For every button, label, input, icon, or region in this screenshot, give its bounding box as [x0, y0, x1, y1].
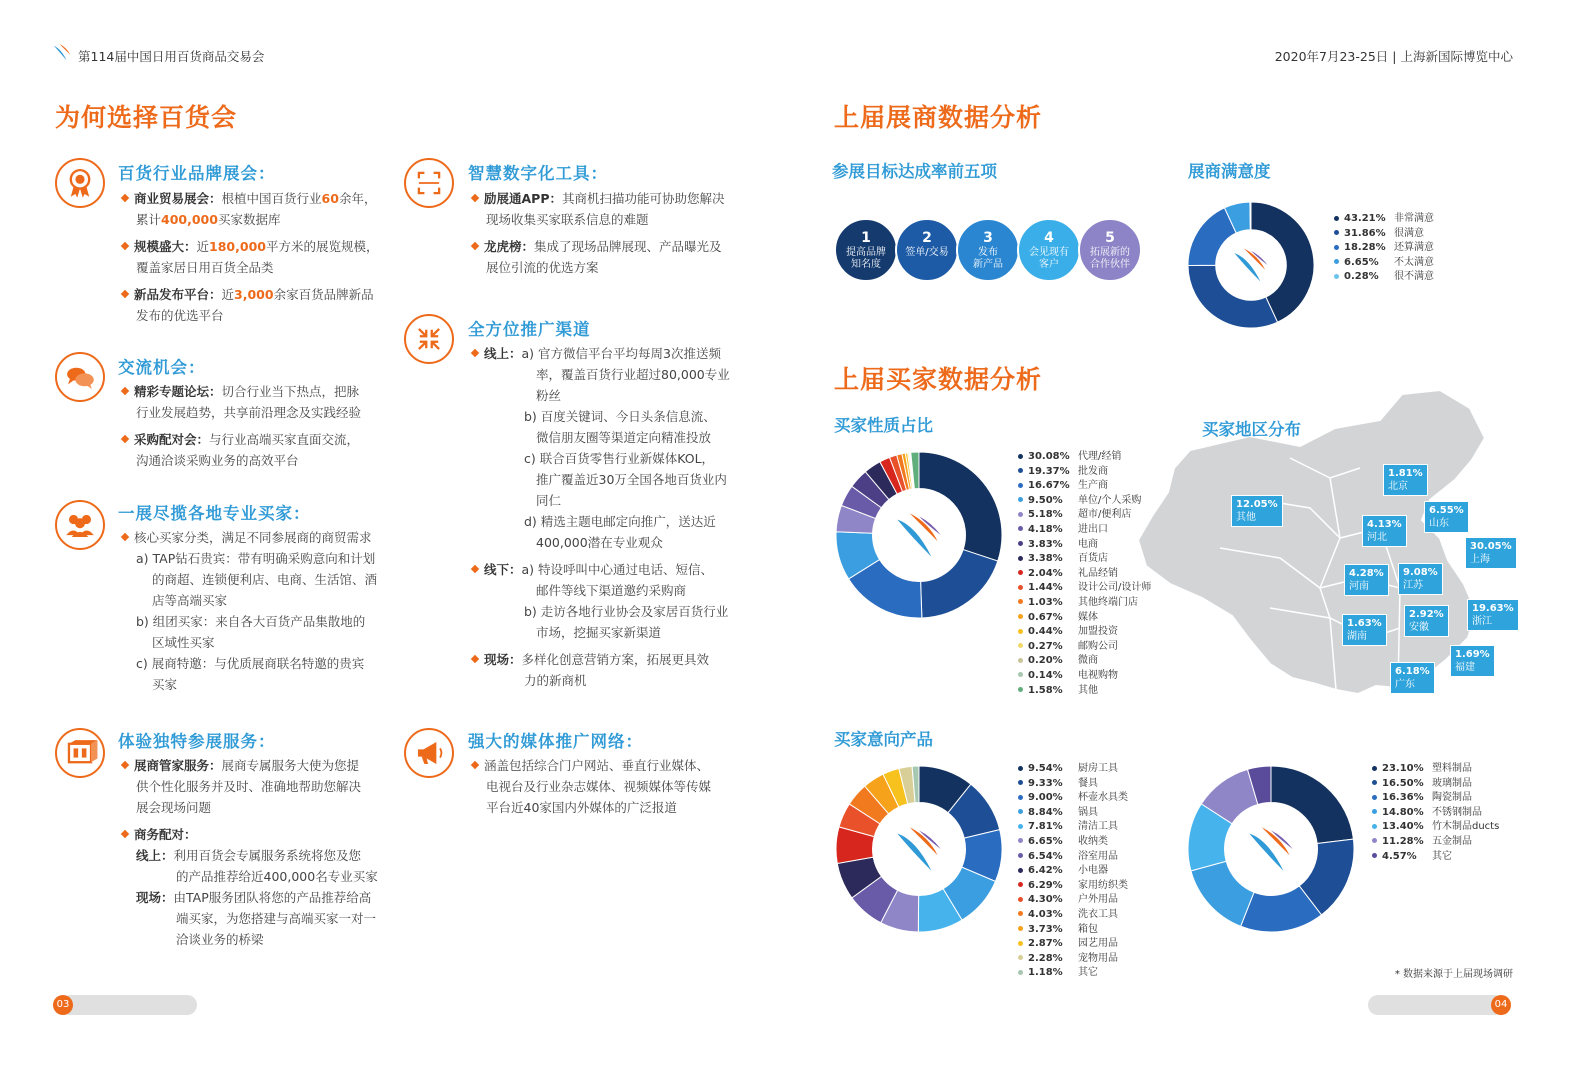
legend-entry: [1018, 835, 1128, 850]
region-percent: 19.63%: [1472, 603, 1514, 614]
footer-bar-right: [1368, 995, 1504, 1015]
legend-label: 清洁工具: [1078, 821, 1118, 833]
goals-title: 参展目标达成率前五项: [832, 162, 997, 181]
legend-label: 礼品经销: [1078, 567, 1118, 579]
legend-dot: [1372, 780, 1377, 785]
legend-dot: [1334, 230, 1339, 235]
goal-number: 3: [983, 230, 993, 246]
legend-entry: [1018, 864, 1128, 879]
chat-bubbles-icon: [55, 352, 105, 402]
legend-dot: [1018, 687, 1023, 692]
legend-entry: [1018, 850, 1128, 865]
legend-label: 浴室用品: [1078, 850, 1118, 862]
legend-dot: [1372, 795, 1377, 800]
region-tag: [1344, 564, 1389, 596]
legend-label: 家用纺织类: [1078, 879, 1128, 891]
section-title-buyers: 一展尽揽各地专业买家：: [118, 504, 311, 523]
donut-center: [873, 803, 966, 896]
region-tag: [1390, 662, 1435, 694]
product-material-donut-chart: [1186, 764, 1356, 934]
legend-value: 23.10%: [1382, 763, 1424, 774]
buyer-data-title: 上届买家数据分析: [834, 365, 1043, 394]
legend-value: 0.28%: [1344, 271, 1379, 283]
legend-label: 媒体: [1078, 611, 1098, 623]
legend-value: 31.86%: [1344, 227, 1386, 239]
legend-label: 很不满意: [1394, 271, 1434, 283]
goal-label: 签单/交易: [905, 247, 949, 258]
section-title-brand-fair: 百货行业品牌展会：: [118, 164, 276, 183]
legend-dot: [1018, 599, 1023, 604]
legend-dot: [1018, 795, 1023, 800]
legend-entry: [1018, 879, 1128, 894]
region-name: 安徽: [1409, 622, 1429, 633]
legend-label: 玻璃制品: [1432, 777, 1472, 789]
legend-label: 其他终端门店: [1078, 596, 1138, 608]
buyer-nature-donut-chart: [834, 450, 1004, 620]
legend-dot: [1018, 483, 1023, 488]
legend-label: 非常满意: [1394, 213, 1434, 224]
legend-label: 其它: [1432, 850, 1452, 862]
legend-dot: [1018, 658, 1023, 663]
legend-value: 7.81%: [1028, 821, 1063, 833]
legend-value: 1.58%: [1028, 684, 1063, 696]
buyer-intent-title: 买家意向产品: [834, 730, 933, 749]
legend-dot: [1018, 454, 1023, 459]
region-tag: [1383, 464, 1428, 496]
arrows-converge-icon: [404, 314, 454, 364]
legend-value: 6.65%: [1344, 256, 1379, 268]
header-title: 第114届中国日用百货商品交易会: [78, 49, 265, 64]
legend-entry: [1334, 227, 1434, 242]
legend-value: 16.36%: [1382, 792, 1424, 804]
region-name: 江苏: [1403, 580, 1423, 591]
legend-value: 3.73%: [1028, 923, 1063, 935]
goal-label: 会见现有: [1029, 247, 1069, 258]
header-date-venue: 2020年7月23-25日 | 上海新国际博览中心: [1274, 49, 1513, 64]
goal-number: 4: [1044, 230, 1054, 246]
goal-number: 5: [1105, 230, 1115, 246]
legend-dot: [1018, 955, 1023, 960]
legend-dot: [1018, 941, 1023, 946]
region-name: 其他: [1236, 512, 1256, 523]
legend-entry: [1018, 923, 1128, 938]
legend-entry: [1372, 791, 1499, 806]
legend-dot: [1018, 853, 1023, 858]
legend-label: 箱包: [1078, 923, 1098, 935]
legend-value: 43.21%: [1344, 213, 1386, 224]
legend-dot: [1018, 629, 1023, 634]
goal-label: 拓展新的: [1090, 247, 1130, 258]
legend-entry: [1018, 820, 1128, 835]
section-promotion-body: 线上：a) 官方微信平台平均每周3次推送频 率，覆盖百货行业超过80,000专业 粉丝 b) 百度关键词、今日头条信息流、 微信朋友圈等渠道定向精准投放 c) 联合百货零售行业新媒体KOL， 推广覆盖近30万全国各地百货业内 同仁 d) 精选主题电邮定向推广，送达近 400,000潜在专业观众 线下：a) 特设呼叫中心通过电话、短信、 邮件等线下渠道邀约采购商 b) 走访各地行业协会及家居百货行业 市场，挖掘买家新渠道 现场：多样化创意营销方案，拓展更具效 力的新商机: [470, 343, 750, 691]
region-tag: [1362, 515, 1407, 547]
region-tag: [1467, 599, 1519, 631]
legend-entry: [1372, 777, 1499, 792]
region-name: 山东: [1429, 518, 1449, 529]
goal-label: 新产品: [973, 258, 1003, 270]
region-tag: [1424, 501, 1469, 533]
legend-entry: [1018, 908, 1128, 923]
legend-label: 杯壶水具类: [1078, 792, 1128, 804]
legend-value: 1.44%: [1028, 582, 1063, 594]
legend-entry: [1372, 835, 1499, 850]
legend-value: 4.30%: [1028, 894, 1063, 906]
goal-number: 1: [861, 230, 871, 246]
region-percent: 2.92%: [1409, 609, 1444, 620]
legend-value: 14.80%: [1382, 806, 1424, 818]
legend-entry: [1334, 212, 1434, 227]
legend-entry: [1018, 966, 1128, 981]
legend-dot: [1018, 882, 1023, 887]
goal-label: 提高品牌: [846, 247, 886, 258]
legend-value: 16.67%: [1028, 480, 1070, 492]
legend-dot: [1018, 672, 1023, 677]
legend-label: 厨房工具: [1078, 763, 1118, 774]
legend-label: 批发商: [1078, 465, 1108, 477]
legend-value: 1.03%: [1028, 596, 1063, 608]
section-title-services: 体验独特参展服务：: [118, 732, 276, 751]
goals-row: [834, 218, 1154, 288]
legend-label: 收纳类: [1078, 835, 1108, 847]
legend-dot: [1018, 585, 1023, 590]
legend-label: 生产商: [1078, 480, 1108, 492]
legend-dot: [1018, 897, 1023, 902]
legend-entry: [1372, 850, 1499, 865]
legend-value: 13.40%: [1382, 821, 1424, 833]
legend-entry: [1372, 806, 1499, 821]
legend-value: 11.28%: [1382, 835, 1424, 847]
legend-label: 邮购公司: [1078, 640, 1118, 652]
legend-value: 6.29%: [1028, 879, 1063, 891]
legend-value: 19.37%: [1028, 465, 1070, 477]
fair-logo-icon: [52, 42, 74, 64]
section-media-body: 涵盖包括综合门户网站、垂直行业媒体、 电视台及行业杂志媒体、视频媒体等传媒 平台近40家国内外媒体的广泛报道: [470, 755, 750, 818]
legend-dot: [1372, 824, 1377, 829]
goal-circle: [834, 218, 898, 282]
legend-dot: [1018, 541, 1023, 546]
region-name: 上海: [1470, 554, 1490, 565]
legend-label: 洗衣工具: [1078, 908, 1118, 920]
legend-value: 2.28%: [1028, 952, 1063, 964]
legend-dot: [1372, 838, 1377, 843]
legend-value: 6.65%: [1028, 835, 1063, 847]
legend-label: 设计公司/设计师: [1078, 582, 1152, 594]
legend-entry: [1334, 270, 1434, 285]
legend-dot: [1018, 526, 1023, 531]
region-name: 广东: [1395, 679, 1415, 690]
product-material-legend: [1372, 762, 1499, 864]
legend-value: 3.38%: [1028, 553, 1063, 565]
section-buyers-body: 核心买家分类，满足不同参展商的商贸需求 a) TAP钻石贵宾：带有明确采购意向和计划 的商超、连锁便利店、电商、生活馆、酒 店等高端买家 b) 组团买家：来自各大百货产品集散地的 区域性买家 c) 展商特邀：与优质展商联名特邀的贵宾 买家: [120, 527, 390, 695]
legend-label: 微商: [1078, 655, 1098, 667]
goal-label: 客户: [1039, 258, 1059, 270]
legend-value: 8.84%: [1028, 806, 1063, 818]
legend-dot: [1018, 838, 1023, 843]
region-tag: [1465, 537, 1517, 569]
legend-label: 不太满意: [1394, 256, 1434, 268]
megaphone-icon: [404, 728, 454, 778]
section-title-promotion: 全方位推广渠道: [468, 320, 591, 339]
donut-center: [1216, 230, 1287, 301]
region-percent: 1.81%: [1388, 468, 1423, 479]
section-title-exchange: 交流机会：: [118, 358, 206, 377]
region-name: 北京: [1388, 481, 1408, 492]
medal-icon: [55, 158, 105, 208]
legend-label: 电商: [1078, 538, 1098, 550]
section-title-media: 强大的媒体推广网络：: [468, 732, 643, 751]
buyer-nature-title: 买家性质占比: [834, 416, 933, 435]
goal-number: 2: [922, 230, 932, 246]
donut-slice: [1250, 202, 1251, 230]
legend-value: 0.20%: [1028, 655, 1063, 667]
legend-value: 2.87%: [1028, 938, 1063, 950]
legend-dot: [1018, 570, 1023, 575]
region-percent: 6.18%: [1395, 666, 1430, 677]
legend-label: 宠物用品: [1078, 952, 1118, 964]
legend-dot: [1372, 809, 1377, 814]
legend-value: 16.50%: [1382, 777, 1424, 789]
group-people-icon: [55, 500, 105, 550]
legend-dot: [1018, 868, 1023, 873]
legend-dot: [1018, 970, 1023, 975]
legend-label: 单位/个人采购: [1078, 494, 1142, 506]
legend-value: 6.54%: [1028, 850, 1063, 862]
section-exchange-body: 精彩专题论坛：切合行业当下热点，把脉 行业发展趋势，共享前沿理念及实践经验 采购配对会：与行业高端买家直面交流， 沟通洽谈采购业务的高效平台: [120, 381, 390, 471]
legend-label: 竹木制品ducts: [1432, 821, 1500, 833]
goal-circle: [956, 218, 1020, 282]
legend-entry: [1372, 820, 1499, 835]
legend-label: 其他: [1078, 684, 1098, 696]
legend-label: 塑料制品: [1432, 763, 1472, 774]
legend-value: 4.03%: [1028, 908, 1063, 920]
scan-frame-icon: [404, 158, 454, 208]
left-page-title: 为何选择百货会: [55, 103, 238, 132]
legend-entry: [1018, 937, 1128, 952]
region-name: 河南: [1349, 581, 1369, 592]
goal-label: 合作伙伴: [1090, 258, 1130, 270]
legend-value: 0.14%: [1028, 669, 1063, 681]
region-tag: [1231, 495, 1283, 527]
legend-label: 还算满意: [1394, 242, 1434, 254]
satisfaction-title: 展商满意度: [1188, 162, 1271, 181]
legend-dot: [1018, 780, 1023, 785]
legend-entry: [1018, 762, 1128, 777]
goal-circle: [895, 218, 959, 282]
legend-dot: [1334, 274, 1339, 279]
buyer-intent-legend: [1018, 762, 1128, 981]
legend-value: 5.18%: [1028, 509, 1063, 521]
legend-label: 加盟投资: [1078, 626, 1118, 638]
donut-center: [873, 489, 966, 582]
legend-value: 9.00%: [1028, 792, 1063, 804]
section-brand-fair-body: 商业贸易展会：根植中国百货行业60余年， 累计400,000买家数据库 规模盛大：近180,000平方米的展览规模， 覆盖家居日用百货全品类 新品发布平台：近3,000余家百货品牌新品 发布的优选平台: [120, 188, 390, 326]
legend-dot: [1018, 512, 1023, 517]
legend-value: 1.18%: [1028, 967, 1063, 979]
legend-label: 小电器: [1078, 865, 1108, 877]
legend-dot: [1018, 614, 1023, 619]
goal-label: 知名度: [851, 258, 881, 270]
legend-entry: [1018, 893, 1128, 908]
legend-value: 0.27%: [1028, 640, 1063, 652]
legend-value: 0.44%: [1028, 626, 1063, 638]
legend-value: 0.67%: [1028, 611, 1063, 623]
legend-label: 锅具: [1078, 806, 1098, 818]
legend-value: 9.54%: [1028, 763, 1063, 774]
section-digital-body: 励展通APP：其商机扫描功能可协助您解决 现场收集买家联系信息的难题 龙虎榜：集成了现场品牌展现、产品曝光及 展位引流的优选方案: [470, 188, 750, 278]
legend-label: 代理/经销: [1078, 451, 1122, 462]
legend-value: 30.08%: [1028, 451, 1070, 462]
legend-value: 18.28%: [1344, 242, 1386, 254]
region-percent: 4.28%: [1349, 568, 1384, 579]
legend-dot: [1018, 809, 1023, 814]
region-tag: [1398, 563, 1443, 595]
legend-entry: [1018, 952, 1128, 967]
region-percent: 30.05%: [1470, 541, 1512, 552]
legend-dot: [1334, 216, 1339, 221]
satisfaction-donut-chart: [1186, 200, 1316, 330]
legend-label: 百货店: [1078, 553, 1108, 565]
legend-dot: [1018, 766, 1023, 771]
legend-label: 户外用品: [1078, 894, 1118, 906]
footer-bar-left: [60, 995, 197, 1015]
legend-entry: [1018, 791, 1128, 806]
region-name: 河北: [1367, 532, 1387, 543]
legend-dot: [1018, 556, 1023, 561]
legend-label: 电视购物: [1078, 669, 1118, 681]
region-name: 湖南: [1347, 631, 1367, 642]
page-number-right: 04: [1491, 995, 1511, 1015]
legend-value: 4.18%: [1028, 523, 1063, 535]
legend-dot: [1372, 853, 1377, 858]
region-name: 浙江: [1472, 616, 1492, 627]
goal-label: 发布: [978, 247, 998, 258]
region-percent: 6.55%: [1429, 505, 1464, 516]
legend-label: 五金制品: [1432, 835, 1472, 847]
region-tag: [1450, 645, 1495, 677]
page-number-left: 03: [53, 995, 73, 1015]
buyer-region-title: 买家地区分布: [1202, 420, 1301, 439]
legend-label: 超市/便利店: [1078, 509, 1132, 521]
legend-entry: [1018, 806, 1128, 821]
section-title-digital: 智慧数字化工具：: [468, 164, 608, 183]
legend-value: 3.83%: [1028, 538, 1063, 550]
region-tag: [1404, 605, 1449, 637]
legend-label: 餐具: [1078, 777, 1098, 789]
legend-dot: [1334, 259, 1339, 264]
satisfaction-legend: [1334, 212, 1434, 285]
legend-value: 6.42%: [1028, 865, 1063, 877]
legend-dot: [1018, 911, 1023, 916]
legend-label: 不锈钢制品: [1432, 806, 1482, 818]
region-percent: 9.08%: [1403, 567, 1438, 578]
data-source-note: * 数据来源于上届现场调研: [1394, 969, 1513, 980]
region-percent: 1.69%: [1455, 649, 1490, 660]
section-services-body: 展商管家服务：展商专属服务大使为您提 供个性化服务并及时、准确地帮助您解决 展会现场问题 商务配对： 线上：利用百货会专属服务系统将您及您 的产品推荐给近400,000名专业买家 现场：由TAP服务团队将您的产品推荐给高 端买家，为您搭建与高端买家一对一 洽谈业务的桥梁: [120, 755, 395, 950]
goal-circle: [1017, 218, 1081, 282]
exhibitor-data-title: 上届展商数据分析: [834, 103, 1043, 132]
legend-entry: [1018, 777, 1128, 792]
legend-dot: [1018, 468, 1023, 473]
region-name: 福建: [1455, 662, 1475, 673]
donut-center: [1225, 803, 1318, 896]
legend-value: 9.50%: [1028, 494, 1063, 506]
legend-dot: [1018, 926, 1023, 931]
legend-label: 其它: [1078, 967, 1098, 979]
legend-label: 进出口: [1078, 523, 1108, 535]
booth-service-icon: [55, 728, 105, 778]
region-percent: 1.63%: [1347, 618, 1382, 629]
legend-entry: [1334, 256, 1434, 271]
legend-dot: [1018, 824, 1023, 829]
legend-entry: [1372, 762, 1499, 777]
legend-label: 园艺用品: [1078, 938, 1118, 950]
legend-value: 9.33%: [1028, 777, 1063, 789]
legend-entry: [1334, 241, 1434, 256]
legend-dot: [1372, 766, 1377, 771]
legend-dot: [1018, 643, 1023, 648]
legend-value: 4.57%: [1382, 850, 1417, 862]
region-tag: [1342, 614, 1387, 646]
region-percent: 12.05%: [1236, 499, 1278, 510]
legend-dot: [1334, 245, 1339, 250]
legend-label: 陶瓷制品: [1432, 792, 1472, 804]
legend-label: 很满意: [1394, 227, 1424, 239]
region-percent: 4.13%: [1367, 519, 1402, 530]
legend-value: 2.04%: [1028, 567, 1063, 579]
goal-circle: [1078, 218, 1142, 282]
legend-dot: [1018, 497, 1023, 502]
buyer-intent-donut-chart: [834, 764, 1004, 934]
